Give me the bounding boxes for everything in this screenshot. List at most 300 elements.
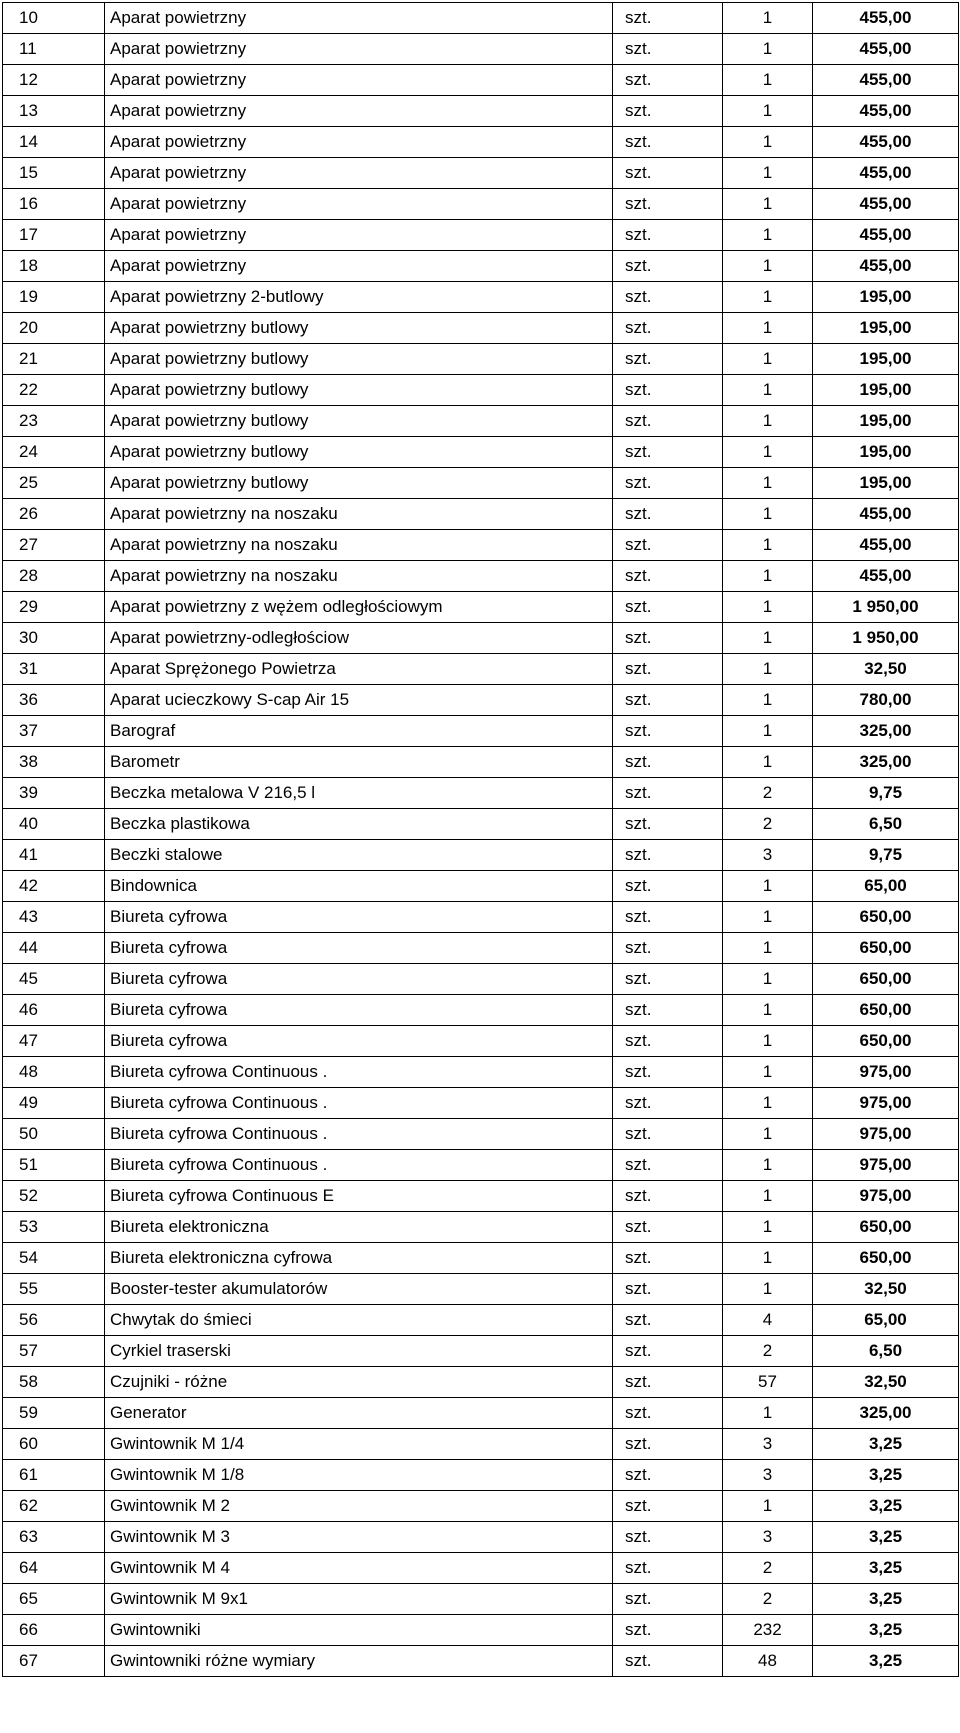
quantity-cell: 3 xyxy=(723,840,813,871)
row-number-cell: 37 xyxy=(3,716,105,747)
item-name-cell: Aparat powietrzny xyxy=(105,251,613,282)
row-number-cell: 67 xyxy=(3,1646,105,1677)
item-name-cell: Aparat powietrzny xyxy=(105,127,613,158)
row-number-cell: 26 xyxy=(3,499,105,530)
quantity-cell: 1 xyxy=(723,964,813,995)
item-name-cell: Biureta cyfrowa Continuous . xyxy=(105,1150,613,1181)
table-row xyxy=(3,127,959,158)
row-number-cell: 50 xyxy=(3,1119,105,1150)
unit-cell: szt. xyxy=(613,623,723,654)
unit-cell: szt. xyxy=(613,1460,723,1491)
unit-cell: szt. xyxy=(613,1150,723,1181)
row-number-cell: 41 xyxy=(3,840,105,871)
price-cell: 32,50 xyxy=(813,654,959,685)
item-name-cell: Gwintowniki różne wymiary xyxy=(105,1646,613,1677)
quantity-cell: 1 xyxy=(723,1119,813,1150)
unit-cell: szt. xyxy=(613,1088,723,1119)
table-row xyxy=(3,1088,959,1119)
unit-cell: szt. xyxy=(613,840,723,871)
inventory-table xyxy=(2,2,959,1677)
row-number-cell: 12 xyxy=(3,65,105,96)
table-row xyxy=(3,1119,959,1150)
row-number-cell: 25 xyxy=(3,468,105,499)
table-row xyxy=(3,1429,959,1460)
price-cell: 780,00 xyxy=(813,685,959,716)
item-name-cell: Gwintownik M 1/4 xyxy=(105,1429,613,1460)
unit-cell: szt. xyxy=(613,778,723,809)
unit-cell: szt. xyxy=(613,282,723,313)
row-number-cell: 38 xyxy=(3,747,105,778)
quantity-cell: 1 xyxy=(723,499,813,530)
item-name-cell: Aparat powietrzny xyxy=(105,189,613,220)
price-cell: 9,75 xyxy=(813,778,959,809)
unit-cell: szt. xyxy=(613,654,723,685)
quantity-cell: 1 xyxy=(723,220,813,251)
item-name-cell: Barometr xyxy=(105,747,613,778)
price-cell: 975,00 xyxy=(813,1088,959,1119)
row-number-cell: 59 xyxy=(3,1398,105,1429)
quantity-cell: 1 xyxy=(723,716,813,747)
price-cell: 455,00 xyxy=(813,34,959,65)
unit-cell: szt. xyxy=(613,158,723,189)
row-number-cell: 28 xyxy=(3,561,105,592)
price-cell: 3,25 xyxy=(813,1460,959,1491)
price-cell: 195,00 xyxy=(813,282,959,313)
price-cell: 650,00 xyxy=(813,1243,959,1274)
price-cell: 195,00 xyxy=(813,437,959,468)
table-row xyxy=(3,406,959,437)
table-row xyxy=(3,747,959,778)
table-row xyxy=(3,592,959,623)
item-name-cell: Biureta cyfrowa Continuous . xyxy=(105,1119,613,1150)
item-name-cell: Gwintownik M 4 xyxy=(105,1553,613,1584)
table-row xyxy=(3,933,959,964)
quantity-cell: 1 xyxy=(723,96,813,127)
price-cell: 195,00 xyxy=(813,313,959,344)
row-number-cell: 65 xyxy=(3,1584,105,1615)
item-name-cell: Aparat powietrzny xyxy=(105,96,613,127)
quantity-cell: 1 xyxy=(723,1274,813,1305)
table-row xyxy=(3,1584,959,1615)
row-number-cell: 31 xyxy=(3,654,105,685)
quantity-cell: 1 xyxy=(723,561,813,592)
unit-cell: szt. xyxy=(613,1119,723,1150)
row-number-cell: 58 xyxy=(3,1367,105,1398)
quantity-cell: 3 xyxy=(723,1522,813,1553)
quantity-cell: 1 xyxy=(723,127,813,158)
quantity-cell: 1 xyxy=(723,654,813,685)
unit-cell: szt. xyxy=(613,313,723,344)
table-row xyxy=(3,189,959,220)
quantity-cell: 1 xyxy=(723,530,813,561)
item-name-cell: Aparat powietrzny xyxy=(105,34,613,65)
item-name-cell: Aparat powietrzny xyxy=(105,3,613,34)
table-row xyxy=(3,1522,959,1553)
table-row xyxy=(3,468,959,499)
price-cell: 32,50 xyxy=(813,1367,959,1398)
table-row xyxy=(3,34,959,65)
row-number-cell: 48 xyxy=(3,1057,105,1088)
item-name-cell: Aparat powietrzny na noszaku xyxy=(105,530,613,561)
item-name-cell: Biureta cyfrowa xyxy=(105,964,613,995)
price-cell: 65,00 xyxy=(813,1305,959,1336)
item-name-cell: Biureta cyfrowa xyxy=(105,933,613,964)
item-name-cell: Aparat powietrzny butlowy xyxy=(105,437,613,468)
price-cell: 650,00 xyxy=(813,995,959,1026)
quantity-cell: 1 xyxy=(723,685,813,716)
unit-cell: szt. xyxy=(613,933,723,964)
item-name-cell: Gwintownik M 3 xyxy=(105,1522,613,1553)
item-name-cell: Aparat powietrzny xyxy=(105,220,613,251)
unit-cell: szt. xyxy=(613,1584,723,1615)
row-number-cell: 24 xyxy=(3,437,105,468)
row-number-cell: 11 xyxy=(3,34,105,65)
table-row xyxy=(3,96,959,127)
quantity-cell: 1 xyxy=(723,406,813,437)
table-row xyxy=(3,902,959,933)
unit-cell: szt. xyxy=(613,716,723,747)
quantity-cell: 3 xyxy=(723,1460,813,1491)
row-number-cell: 63 xyxy=(3,1522,105,1553)
table-row xyxy=(3,561,959,592)
table-row xyxy=(3,251,959,282)
quantity-cell: 1 xyxy=(723,158,813,189)
item-name-cell: Aparat powietrzny butlowy xyxy=(105,468,613,499)
unit-cell: szt. xyxy=(613,406,723,437)
item-name-cell: Biureta cyfrowa Continuous E xyxy=(105,1181,613,1212)
item-name-cell: Biureta elektroniczna cyfrowa xyxy=(105,1243,613,1274)
quantity-cell: 1 xyxy=(723,747,813,778)
unit-cell: szt. xyxy=(613,220,723,251)
quantity-cell: 1 xyxy=(723,902,813,933)
item-name-cell: Aparat powietrzny butlowy xyxy=(105,344,613,375)
table-row xyxy=(3,158,959,189)
row-number-cell: 14 xyxy=(3,127,105,158)
quantity-cell: 2 xyxy=(723,1336,813,1367)
table-row xyxy=(3,1305,959,1336)
table-row xyxy=(3,995,959,1026)
row-number-cell: 53 xyxy=(3,1212,105,1243)
price-cell: 975,00 xyxy=(813,1119,959,1150)
unit-cell: szt. xyxy=(613,437,723,468)
quantity-cell: 1 xyxy=(723,1088,813,1119)
row-number-cell: 62 xyxy=(3,1491,105,1522)
row-number-cell: 51 xyxy=(3,1150,105,1181)
quantity-cell: 1 xyxy=(723,995,813,1026)
item-name-cell: Aparat powietrzny na noszaku xyxy=(105,499,613,530)
table-row xyxy=(3,1057,959,1088)
unit-cell: szt. xyxy=(613,1553,723,1584)
unit-cell: szt. xyxy=(613,1522,723,1553)
table-row xyxy=(3,220,959,251)
table-row xyxy=(3,1398,959,1429)
quantity-cell: 1 xyxy=(723,592,813,623)
table-row xyxy=(3,1026,959,1057)
unit-cell: szt. xyxy=(613,1305,723,1336)
quantity-cell: 2 xyxy=(723,778,813,809)
row-number-cell: 13 xyxy=(3,96,105,127)
item-name-cell: Gwintownik M 9x1 xyxy=(105,1584,613,1615)
quantity-cell: 1 xyxy=(723,189,813,220)
unit-cell: szt. xyxy=(613,1367,723,1398)
unit-cell: szt. xyxy=(613,3,723,34)
inventory-table-body xyxy=(3,3,959,1677)
quantity-cell: 3 xyxy=(723,1429,813,1460)
row-number-cell: 29 xyxy=(3,592,105,623)
row-number-cell: 16 xyxy=(3,189,105,220)
quantity-cell: 1 xyxy=(723,933,813,964)
row-number-cell: 60 xyxy=(3,1429,105,1460)
row-number-cell: 21 xyxy=(3,344,105,375)
quantity-cell: 1 xyxy=(723,282,813,313)
unit-cell: szt. xyxy=(613,1181,723,1212)
price-cell: 325,00 xyxy=(813,747,959,778)
item-name-cell: Beczki stalowe xyxy=(105,840,613,871)
price-cell: 3,25 xyxy=(813,1584,959,1615)
price-cell: 1 950,00 xyxy=(813,623,959,654)
item-name-cell: Biureta cyfrowa xyxy=(105,995,613,1026)
table-row xyxy=(3,716,959,747)
unit-cell: szt. xyxy=(613,747,723,778)
row-number-cell: 15 xyxy=(3,158,105,189)
row-number-cell: 40 xyxy=(3,809,105,840)
item-name-cell: Aparat powietrzny 2-butlowy xyxy=(105,282,613,313)
row-number-cell: 43 xyxy=(3,902,105,933)
price-cell: 3,25 xyxy=(813,1491,959,1522)
price-cell: 455,00 xyxy=(813,561,959,592)
price-cell: 195,00 xyxy=(813,344,959,375)
row-number-cell: 64 xyxy=(3,1553,105,1584)
price-cell: 195,00 xyxy=(813,406,959,437)
unit-cell: szt. xyxy=(613,375,723,406)
quantity-cell: 1 xyxy=(723,1150,813,1181)
row-number-cell: 19 xyxy=(3,282,105,313)
table-row xyxy=(3,809,959,840)
row-number-cell: 57 xyxy=(3,1336,105,1367)
row-number-cell: 17 xyxy=(3,220,105,251)
item-name-cell: Biureta cyfrowa xyxy=(105,1026,613,1057)
row-number-cell: 45 xyxy=(3,964,105,995)
unit-cell: szt. xyxy=(613,1429,723,1460)
item-name-cell: Aparat powietrzny-odległościow xyxy=(105,623,613,654)
table-row xyxy=(3,344,959,375)
table-row xyxy=(3,623,959,654)
table-row xyxy=(3,1181,959,1212)
row-number-cell: 23 xyxy=(3,406,105,437)
quantity-cell: 2 xyxy=(723,1584,813,1615)
row-number-cell: 27 xyxy=(3,530,105,561)
price-cell: 455,00 xyxy=(813,3,959,34)
quantity-cell: 2 xyxy=(723,1553,813,1584)
price-cell: 3,25 xyxy=(813,1646,959,1677)
item-name-cell: Beczka metalowa V 216,5 l xyxy=(105,778,613,809)
price-cell: 650,00 xyxy=(813,933,959,964)
quantity-cell: 1 xyxy=(723,344,813,375)
item-name-cell: Aparat powietrzny xyxy=(105,65,613,96)
price-cell: 325,00 xyxy=(813,1398,959,1429)
quantity-cell: 1 xyxy=(723,1243,813,1274)
price-cell: 3,25 xyxy=(813,1615,959,1646)
row-number-cell: 54 xyxy=(3,1243,105,1274)
item-name-cell: Aparat powietrzny z wężem odległościowym xyxy=(105,592,613,623)
quantity-cell: 1 xyxy=(723,437,813,468)
quantity-cell: 1 xyxy=(723,3,813,34)
item-name-cell: Aparat ucieczkowy S-cap Air 15 xyxy=(105,685,613,716)
row-number-cell: 47 xyxy=(3,1026,105,1057)
table-row xyxy=(3,3,959,34)
quantity-cell: 1 xyxy=(723,623,813,654)
unit-cell: szt. xyxy=(613,1057,723,1088)
price-cell: 455,00 xyxy=(813,127,959,158)
unit-cell: szt. xyxy=(613,1274,723,1305)
row-number-cell: 42 xyxy=(3,871,105,902)
table-row xyxy=(3,654,959,685)
unit-cell: szt. xyxy=(613,65,723,96)
item-name-cell: Beczka plastikowa xyxy=(105,809,613,840)
price-cell: 650,00 xyxy=(813,964,959,995)
row-number-cell: 49 xyxy=(3,1088,105,1119)
item-name-cell: Gwintownik M 2 xyxy=(105,1491,613,1522)
quantity-cell: 1 xyxy=(723,375,813,406)
price-cell: 195,00 xyxy=(813,375,959,406)
unit-cell: szt. xyxy=(613,189,723,220)
price-cell: 975,00 xyxy=(813,1181,959,1212)
row-number-cell: 55 xyxy=(3,1274,105,1305)
price-cell: 455,00 xyxy=(813,65,959,96)
item-name-cell: Biureta cyfrowa xyxy=(105,902,613,933)
unit-cell: szt. xyxy=(613,1398,723,1429)
unit-cell: szt. xyxy=(613,1336,723,1367)
unit-cell: szt. xyxy=(613,344,723,375)
quantity-cell: 1 xyxy=(723,1212,813,1243)
price-cell: 6,50 xyxy=(813,1336,959,1367)
item-name-cell: Aparat powietrzny butlowy xyxy=(105,406,613,437)
unit-cell: szt. xyxy=(613,685,723,716)
row-number-cell: 52 xyxy=(3,1181,105,1212)
unit-cell: szt. xyxy=(613,96,723,127)
table-row xyxy=(3,1367,959,1398)
price-cell: 650,00 xyxy=(813,1026,959,1057)
item-name-cell: Chwytak do śmieci xyxy=(105,1305,613,1336)
price-cell: 455,00 xyxy=(813,251,959,282)
row-number-cell: 30 xyxy=(3,623,105,654)
unit-cell: szt. xyxy=(613,34,723,65)
item-name-cell: Barograf xyxy=(105,716,613,747)
table-row xyxy=(3,282,959,313)
table-row xyxy=(3,685,959,716)
price-cell: 1 950,00 xyxy=(813,592,959,623)
item-name-cell: Aparat powietrzny na noszaku xyxy=(105,561,613,592)
row-number-cell: 44 xyxy=(3,933,105,964)
price-cell: 455,00 xyxy=(813,220,959,251)
quantity-cell: 1 xyxy=(723,34,813,65)
unit-cell: szt. xyxy=(613,530,723,561)
unit-cell: szt. xyxy=(613,127,723,158)
quantity-cell: 1 xyxy=(723,1398,813,1429)
row-number-cell: 36 xyxy=(3,685,105,716)
price-cell: 455,00 xyxy=(813,499,959,530)
quantity-cell: 4 xyxy=(723,1305,813,1336)
price-cell: 32,50 xyxy=(813,1274,959,1305)
item-name-cell: Generator xyxy=(105,1398,613,1429)
item-name-cell: Bindownica xyxy=(105,871,613,902)
item-name-cell: Aparat powietrzny xyxy=(105,158,613,189)
quantity-cell: 1 xyxy=(723,1057,813,1088)
unit-cell: szt. xyxy=(613,995,723,1026)
quantity-cell: 2 xyxy=(723,809,813,840)
unit-cell: szt. xyxy=(613,592,723,623)
price-cell: 6,50 xyxy=(813,809,959,840)
item-name-cell: Biureta elektroniczna xyxy=(105,1212,613,1243)
item-name-cell: Aparat Sprężonego Powietrza xyxy=(105,654,613,685)
price-cell: 3,25 xyxy=(813,1429,959,1460)
quantity-cell: 1 xyxy=(723,871,813,902)
unit-cell: szt. xyxy=(613,561,723,592)
table-row xyxy=(3,65,959,96)
price-cell: 9,75 xyxy=(813,840,959,871)
quantity-cell: 1 xyxy=(723,1181,813,1212)
unit-cell: szt. xyxy=(613,964,723,995)
price-cell: 650,00 xyxy=(813,902,959,933)
item-name-cell: Booster-tester akumulatorów xyxy=(105,1274,613,1305)
table-row xyxy=(3,840,959,871)
item-name-cell: Aparat powietrzny butlowy xyxy=(105,375,613,406)
unit-cell: szt. xyxy=(613,1491,723,1522)
row-number-cell: 61 xyxy=(3,1460,105,1491)
row-number-cell: 22 xyxy=(3,375,105,406)
unit-cell: szt. xyxy=(613,1212,723,1243)
item-name-cell: Czujniki - różne xyxy=(105,1367,613,1398)
price-cell: 455,00 xyxy=(813,189,959,220)
price-cell: 3,25 xyxy=(813,1553,959,1584)
unit-cell: szt. xyxy=(613,902,723,933)
quantity-cell: 1 xyxy=(723,65,813,96)
table-row xyxy=(3,1646,959,1677)
table-row xyxy=(3,1150,959,1181)
table-row xyxy=(3,499,959,530)
quantity-cell: 1 xyxy=(723,313,813,344)
quantity-cell: 1 xyxy=(723,468,813,499)
row-number-cell: 20 xyxy=(3,313,105,344)
item-name-cell: Biureta cyfrowa Continuous . xyxy=(105,1088,613,1119)
quantity-cell: 1 xyxy=(723,1491,813,1522)
unit-cell: szt. xyxy=(613,1646,723,1677)
table-row xyxy=(3,1491,959,1522)
price-cell: 195,00 xyxy=(813,468,959,499)
item-name-cell: Gwintownik M 1/8 xyxy=(105,1460,613,1491)
table-row xyxy=(3,530,959,561)
table-row xyxy=(3,778,959,809)
row-number-cell: 10 xyxy=(3,3,105,34)
item-name-cell: Gwintowniki xyxy=(105,1615,613,1646)
unit-cell: szt. xyxy=(613,499,723,530)
row-number-cell: 18 xyxy=(3,251,105,282)
item-name-cell: Biureta cyfrowa Continuous . xyxy=(105,1057,613,1088)
table-row xyxy=(3,437,959,468)
table-row xyxy=(3,1243,959,1274)
price-cell: 65,00 xyxy=(813,871,959,902)
quantity-cell: 232 xyxy=(723,1615,813,1646)
table-row xyxy=(3,1274,959,1305)
price-cell: 975,00 xyxy=(813,1150,959,1181)
price-cell: 455,00 xyxy=(813,96,959,127)
unit-cell: szt. xyxy=(613,1615,723,1646)
quantity-cell: 57 xyxy=(723,1367,813,1398)
table-row xyxy=(3,1615,959,1646)
table-row xyxy=(3,964,959,995)
table-row xyxy=(3,1460,959,1491)
price-cell: 455,00 xyxy=(813,158,959,189)
